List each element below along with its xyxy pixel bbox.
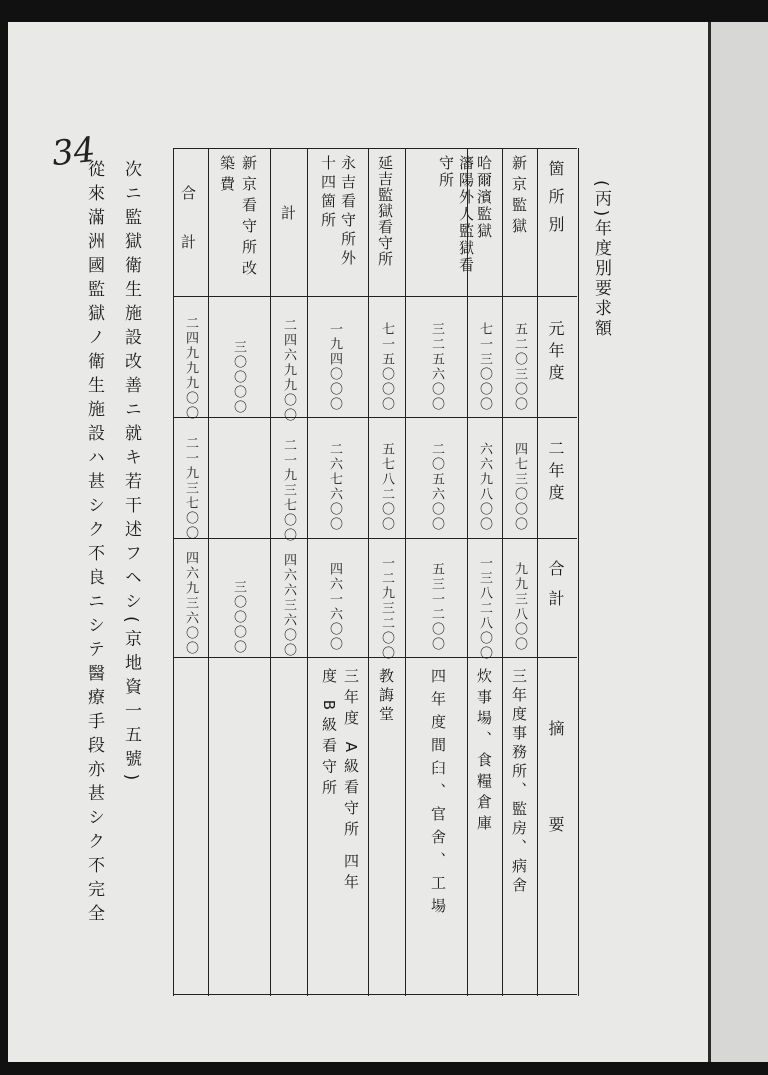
row-year2: 二一九三七〇〇 bbox=[281, 438, 296, 543]
row-total: 一二九三二〇〇 bbox=[379, 556, 394, 661]
row-place: 哈爾濱監獄 bbox=[475, 155, 493, 240]
row-remark: 教誨堂 bbox=[377, 668, 395, 725]
row-total: 九九三八〇〇 bbox=[512, 562, 527, 652]
row-total: 四六九三六〇〇 bbox=[183, 551, 198, 656]
row-year2: 四七三〇〇〇 bbox=[512, 442, 527, 532]
row-total: 三〇〇〇〇 bbox=[231, 580, 246, 655]
row-year1: 一九四〇〇〇 bbox=[327, 322, 342, 412]
row-year1: 二四六九九〇〇 bbox=[281, 318, 296, 423]
row-year1: 三二五六〇〇 bbox=[429, 322, 444, 412]
page-edge bbox=[708, 22, 768, 1062]
table-bottom-border bbox=[173, 994, 577, 995]
header-total: 合計 bbox=[546, 560, 565, 620]
row-year2: 六六九八〇〇 bbox=[477, 442, 492, 532]
row-remark: 三年度事務所、監房、病舍 bbox=[510, 668, 528, 896]
header-remark: 摘要 bbox=[546, 720, 565, 912]
row-line bbox=[405, 148, 406, 996]
row-remark: 炊事場、食糧倉庫 bbox=[475, 668, 493, 836]
table-title: (丙)年度別要求額 bbox=[591, 180, 611, 340]
row-remark: 四年度間𦥑、官舍、工場 bbox=[429, 668, 447, 921]
row-line bbox=[307, 148, 308, 996]
col-divider-1 bbox=[173, 417, 577, 418]
header-divider bbox=[173, 296, 577, 297]
table-top-border bbox=[173, 148, 577, 149]
col-divider-2 bbox=[173, 538, 577, 539]
row-year1: 二四九九九〇〇 bbox=[183, 316, 198, 421]
row-year1: 七一五〇〇〇 bbox=[379, 322, 394, 412]
header-year2: 二年度 bbox=[546, 440, 565, 506]
row-total: 四六六三六〇〇 bbox=[281, 553, 296, 658]
row-remark: 三年度 A級看守所 四年度 B級看守所 bbox=[320, 668, 360, 895]
row-line bbox=[537, 148, 538, 996]
row-line bbox=[270, 148, 271, 996]
header-place: 箇所別 bbox=[546, 160, 565, 244]
row-place: 新京監獄 bbox=[510, 155, 528, 239]
row-place: 計 bbox=[279, 205, 297, 226]
page-edge-line bbox=[708, 22, 711, 1062]
row-year2: 二一九三七〇〇 bbox=[183, 436, 198, 541]
row-year1: 三〇〇〇〇 bbox=[231, 340, 246, 415]
row-line bbox=[502, 148, 503, 996]
row-place: 永吉看守所外十四箇所 bbox=[319, 155, 357, 269]
row-place: 瀋陽外人監獄看守所 bbox=[437, 155, 475, 274]
row-place: 新京看守所改築費 bbox=[218, 155, 258, 281]
row-place: 延吉監獄看守所 bbox=[376, 155, 394, 267]
handwritten-page-number: 34 bbox=[50, 129, 98, 175]
body-line: 次ニ監獄衛生施設改善ニ就キ若干述フヘシ(京地資一五號) bbox=[121, 160, 141, 788]
row-total: 一三八二八〇〇 bbox=[477, 556, 492, 661]
row-year2: 五七八二〇〇 bbox=[379, 442, 394, 532]
row-year2: 二六七六〇〇 bbox=[327, 442, 342, 532]
row-total: 四六一六〇〇 bbox=[327, 562, 342, 652]
row-year1: 五二〇三〇〇 bbox=[512, 322, 527, 412]
row-year2: 二〇五六〇〇 bbox=[429, 442, 444, 532]
col-divider-3 bbox=[173, 657, 577, 658]
body-line: 從來滿洲國監獄ノ衛生施設ハ甚シク不良ニシテ醫療手段亦甚シク不完全 bbox=[84, 160, 104, 928]
row-place: 合計 bbox=[179, 185, 197, 283]
row-line bbox=[208, 148, 209, 996]
row-year1: 七一三〇〇〇 bbox=[477, 322, 492, 412]
row-total: 五三一二〇〇 bbox=[429, 562, 444, 652]
header-year1: 元年度 bbox=[546, 320, 565, 386]
row-line bbox=[368, 148, 369, 996]
